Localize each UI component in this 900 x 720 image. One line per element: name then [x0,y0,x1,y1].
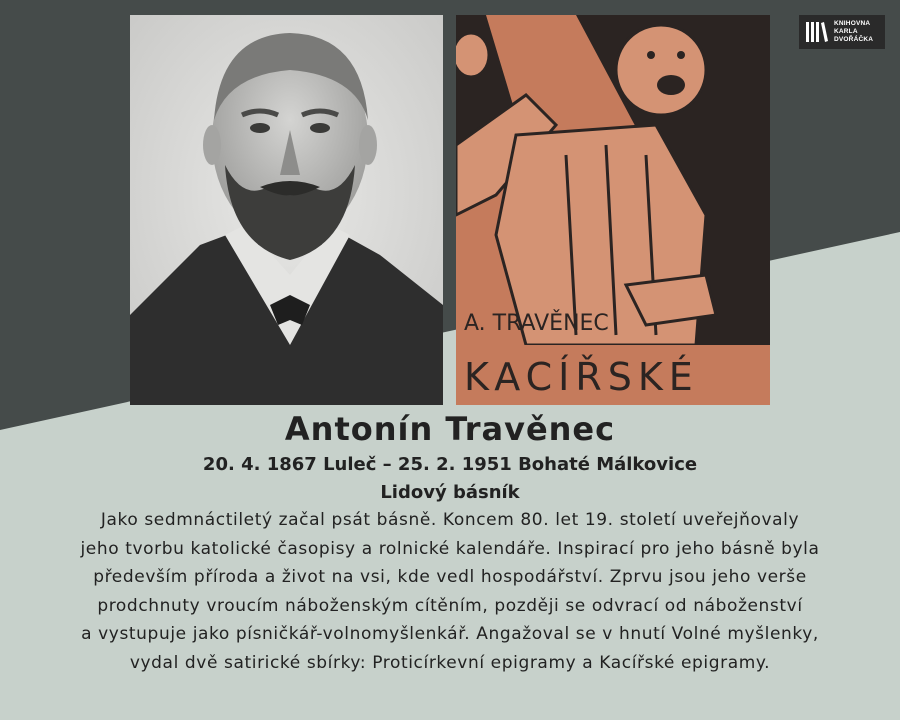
life-dates: 20. 4. 1867 Luleč – 25. 2. 1951 Bohaté Málkovice [202,454,698,475]
bio-line: prodchnuty vroucím náboženským cítěním, později se odvrací od náboženství [97,595,803,616]
logo-line: DVOŘÁČKA [834,36,874,43]
bio-line: Jako sedmnáctiletý začal psát básně. Koncem 80. let 19. století uveřejňovaly [100,510,800,530]
bio-line: a vystupuje jako písničkář-volnomyšlenkář. Angažoval se v hnutí Volné myšlenky, [81,624,819,645]
bio-line: vydal dvě satirické sbírky: Proticírkevní epigramy a Kacířské epigramy. [129,652,771,673]
bio-line: jeho tvorbu katolické časopisy a rolnické kalendáře. Inspirací pro jeho básně byla [80,538,820,559]
person-role: Lidový básník [380,482,520,503]
biography-text [0,506,900,678]
logo-line: KARLA [834,28,858,35]
book-cover-image [456,15,770,405]
portrait-photo [130,15,443,405]
person-name: Antonín Travěnec [284,410,616,448]
cover-title-text: KACÍŘSKÉ [464,355,699,399]
logo-line: KNIHOVNA [834,20,871,27]
biography-block [0,408,900,678]
logo-text [834,20,873,44]
library-logo [799,15,885,49]
cover-author-text: A. TRAVĚNEC [464,311,609,336]
books-logo-icon [805,21,829,43]
bio-line: především příroda a život na vsi, kde vedl hospodářství. Zprvu jsou jeho verše [93,567,807,588]
